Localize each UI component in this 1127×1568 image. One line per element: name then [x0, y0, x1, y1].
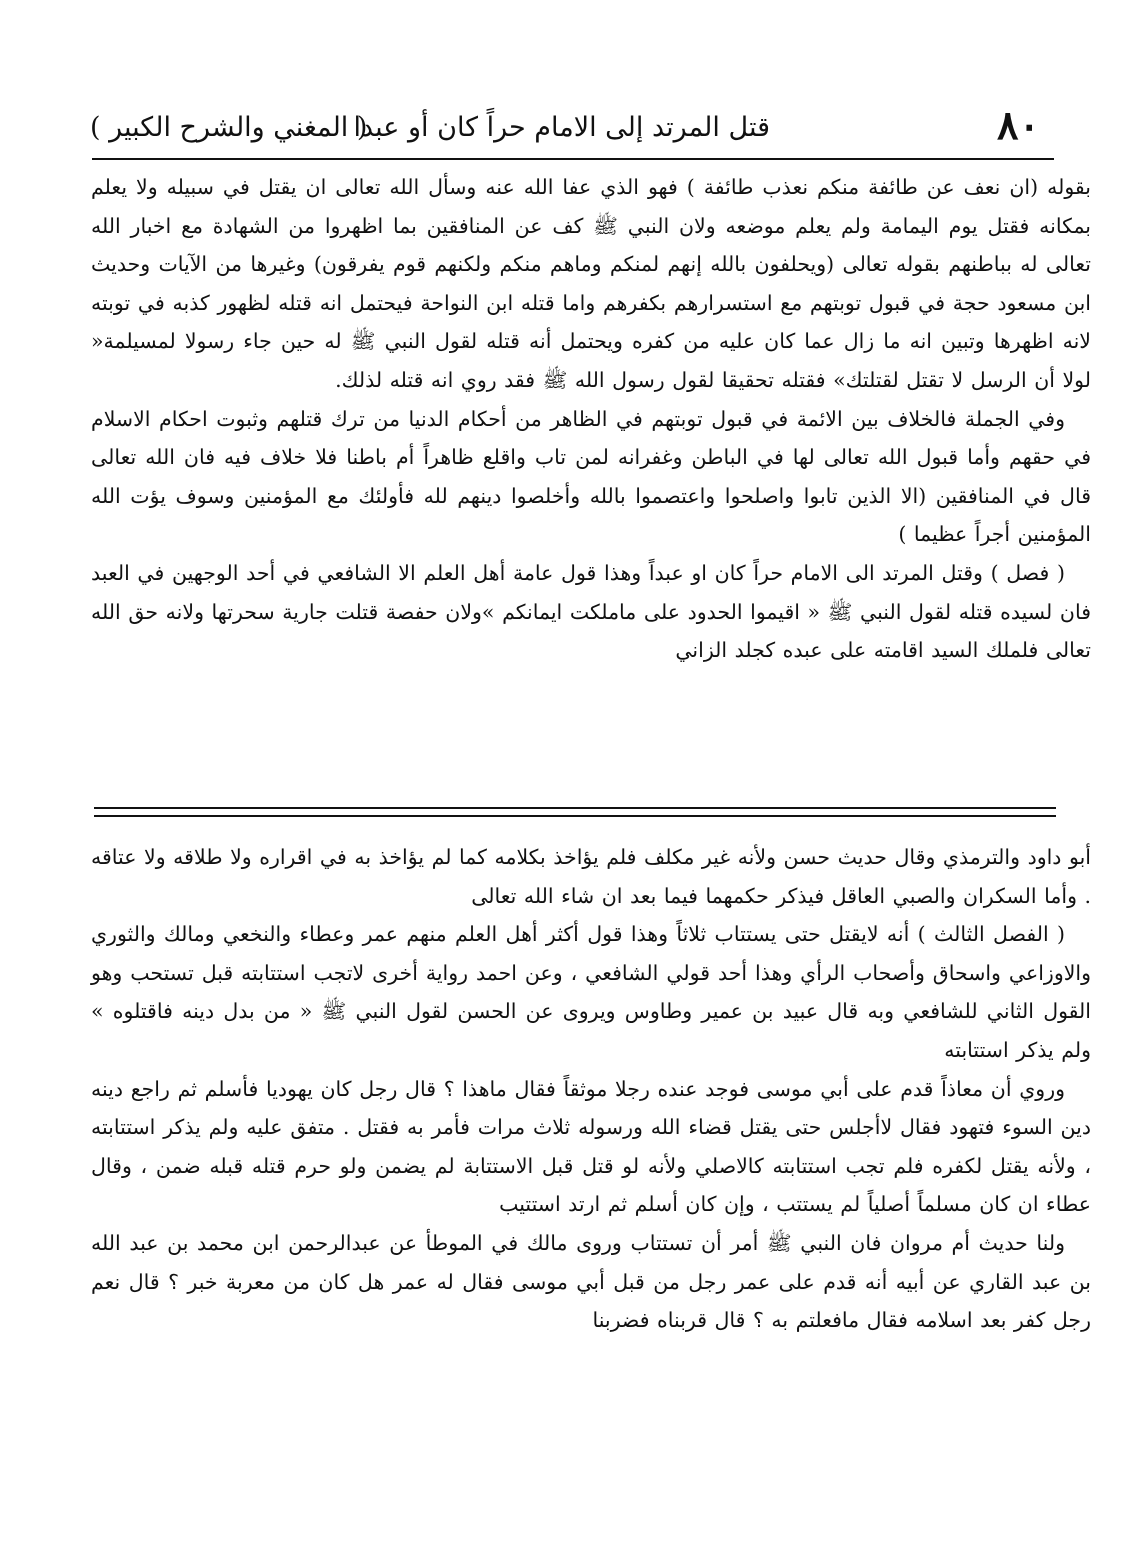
paragraph: أبو داود والترمذي وقال حديث حسن ولأنه غير مكلف فلم يؤاخذ بكلامه كما لم يؤاخذ به في اقراره ولا طلاقه ولا عتاقه . وأما السكران والصبي العاقل فيذكر حكمهما فيما بعد ان شاء الله تعالى: [91, 845, 1091, 908]
header-rule: [92, 158, 1054, 160]
book-title: ( المغني والشرح الكبير ): [90, 112, 368, 143]
paragraph: وفي الجملة فالخلاف بين الائمة في قبول توبتهم في الظاهر من أحكام الدنيا من ترك قتلهم وثبوت احكام الاسلام في حقهم وأما قبول الله تعالى لها في الباطن وغفرانه لمن تاب واقلع ظاهراً أم باطنا فلا خلاف فيه فان الله تعالى قال في المنافقين (الا الذين تابوا واصلحوا واعتصموا بالله وأخلصوا دينهم لله فأولئك مع المؤمنين وسوف يؤت الله المؤمنين أجراً عظيما ): [91, 406, 1091, 547]
paragraph: ولنا حديث أم مروان فان النبي ﷺ أمر أن تستتاب وروى مالك في الموطأ عن عبدالرحمن ابن محمد بن عبد الله بن عبد القاري عن أبيه أنه قدم على عمر رجل من قبل أبي موسى فقال له عمر هل كان من معربة خبر ؟ قال نعم رجل كفر بعد اسلامه فقال مافعلتم به ؟ قال قربناه فضربنا: [91, 1230, 1091, 1333]
running-title: قتل المرتد إلى الامام حراً كان أو عبدا: [353, 112, 770, 143]
paragraph: ( الفصل الثالث ) أنه لايقتل حتى يستتاب ثلاثاً وهذا قول أكثر أهل العلم منهم عمر وعطاء والنخعي ومالك والثوري والاوزاعي واسحاق وأصحاب الرأي وهذا أحد قولي الشافعي ، وعن احمد رواية أخرى لاتجب استتابته قبل تستحب وهو القول الثاني للشافعي وبه قال عبيد بن عمير وطاوس ويروى عن الحسن لقول النبي ﷺ « من بدل دينه فاقتلوه » ولم يذكر استتابته: [91, 922, 1091, 1062]
page-number: ٨٠: [997, 102, 1040, 149]
main-text: [91, 168, 1091, 670]
paragraph: ( فصل ) وقتل المرتد الى الامام حراً كان او عبداً وهذا قول عامة أهل العلم الا الشافعي في أحد الوجهين في العبد فان لسيده قتله لقول النبي ﷺ « اقيموا الحدود على ماملكت ايمانكم »ولان حفصة قتلت جارية سحرتها ولانه حق الله تعالى فلملك السيد اقامته على عبده كجلد الزاني: [91, 560, 1091, 663]
section-divider: [94, 807, 1056, 817]
commentary-text: [91, 838, 1091, 1340]
paragraph: وروي أن معاذاً قدم على أبي موسى فوجد عنده رجلا موثقاً فقال ماهذا ؟ قال رجل كان يهوديا فأسلم ثم راجع دينه دين السوء فتهود فقال لاأجلس حتى يقتل قضاء الله ورسوله ثلاث مرات فأمر به فقتل . متفق عليه ولم يذكر استتابته ، ولأنه يقتل لكفره فلم تجب استتابته كالاصلي ولأنه لو قتل قبل الاستتابة لم يضمن ولو حرم قتله قبله ضمن ، وقال عطاء ان كان مسلماً أصلياً لم يستتب ، وإن كان أسلم ثم ارتد استتيب: [91, 1076, 1091, 1217]
paragraph: بقوله (ان نعف عن طائفة منكم نعذب طائفة ) فهو الذي عفا الله عنه وسأل الله تعالى ان يقتل في سبيله ولا يعلم بمكانه فقتل يوم اليمامة ولم يعلم موضعه ولان النبي ﷺ كف عن المنافقين بما اظهروا من الشهادة مع اخبار الله تعالى له بباطنهم بقوله تعالى (ويحلفون بالله إنهم لمنكم وماهم منكم ولكنهم قوم يفرقون) وغيرها من الآيات وحديث ابن مسعود حجة في قبول توبتهم مع استسرارهم بكفرهم واما قتله ابن النواحة فيحتمل انه قتله لظهور كذبه في توبته لانه اظهرها وتبين انه ما زال عما كان عليه من كفره ويحتمل أنه قتله لقول النبي ﷺ له حين جاء رسولا لمسيلمة« لولا أن الرسل لا تقتل لقتلتك» فقتله تحقيقا لقول رسول الله ﷺ فقد روي انه قتله لذلك.: [91, 175, 1091, 392]
page-header: [90, 104, 1040, 152]
